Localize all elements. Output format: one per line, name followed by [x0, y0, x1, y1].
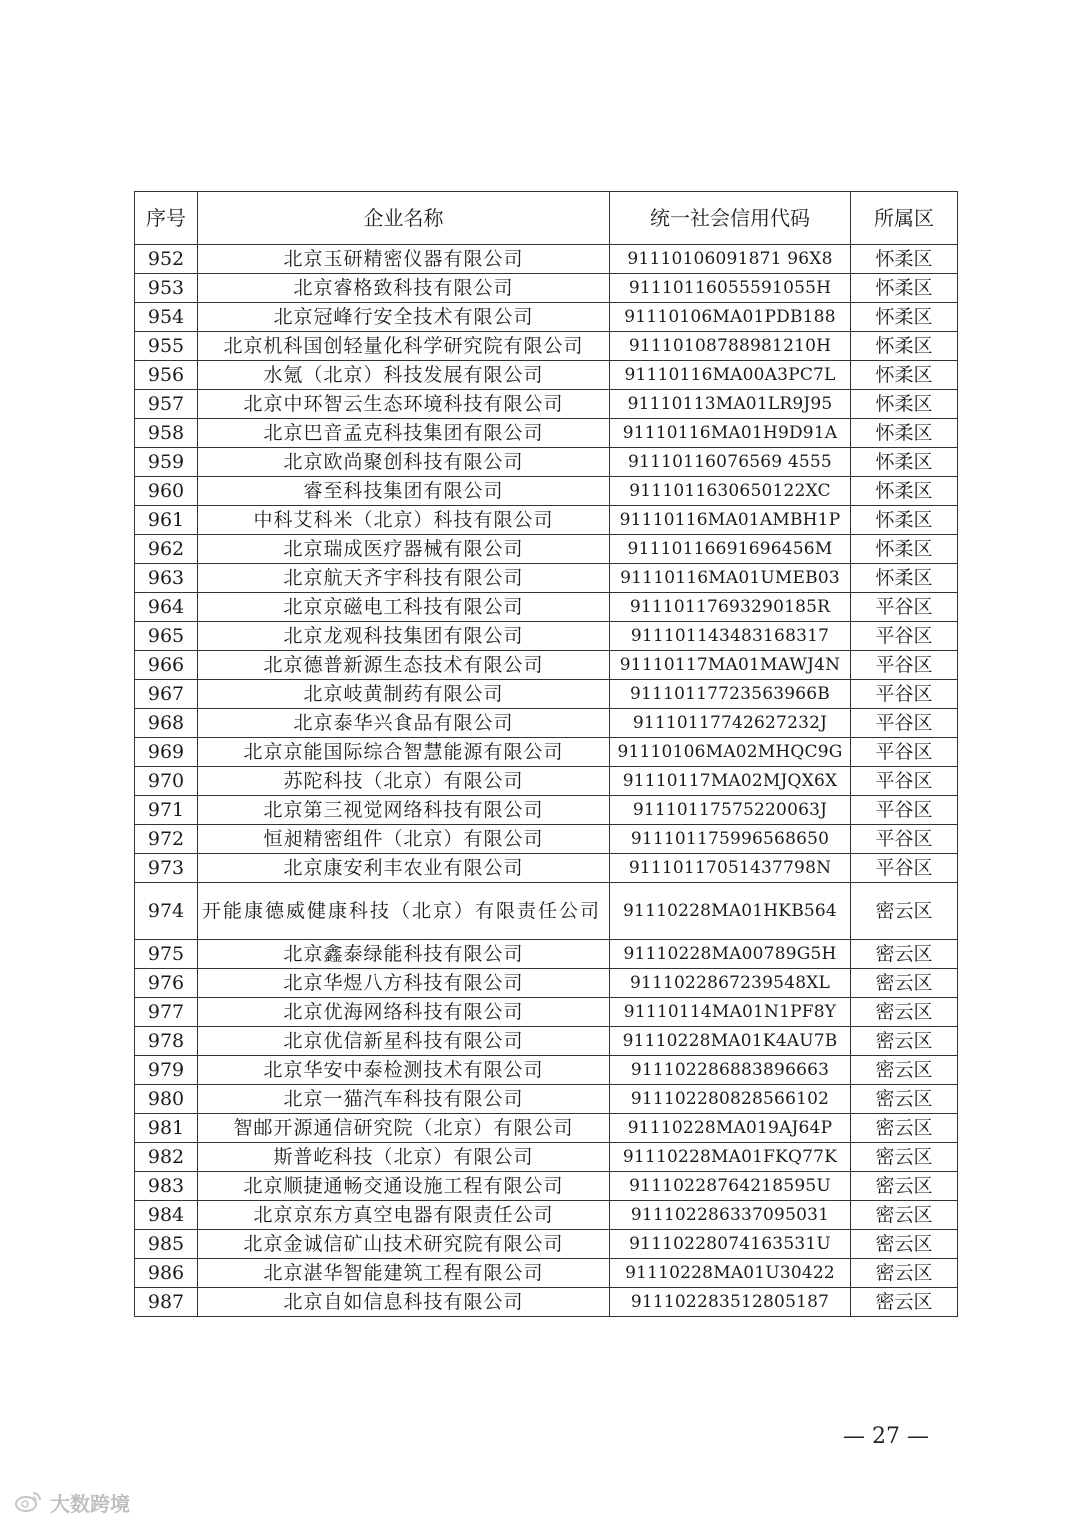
cell-district: 平谷区 [851, 709, 958, 738]
cell-district: 平谷区 [851, 738, 958, 767]
cell-serial-number: 961 [135, 506, 198, 535]
cell-serial-number: 969 [135, 738, 198, 767]
cell-credit-code: 91110117723563966B [610, 680, 851, 709]
table-row [135, 1114, 958, 1143]
cell-credit-code: 91110116691696456M [610, 535, 851, 564]
cell-district: 平谷区 [851, 622, 958, 651]
cell-company-name: 北京一猫汽车科技有限公司 [198, 1085, 610, 1114]
cell-serial-number: 975 [135, 940, 198, 969]
cell-company-name: 智邮开源通信研究院（北京）有限公司 [198, 1114, 610, 1143]
cell-district: 平谷区 [851, 651, 958, 680]
cell-district: 密云区 [851, 1085, 958, 1114]
cell-company-name: 北京优信新星科技有限公司 [198, 1027, 610, 1056]
cell-credit-code: 91110117MA01MAWJ4N [610, 651, 851, 680]
table-row [135, 767, 958, 796]
cell-district: 怀柔区 [851, 245, 958, 274]
watermark [14, 1488, 130, 1517]
table-row [135, 1143, 958, 1172]
cell-district: 怀柔区 [851, 274, 958, 303]
cell-company-name: 北京华安中泰检测技术有限公司 [198, 1056, 610, 1085]
cell-credit-code: 91110228MA01FKQ77K [610, 1143, 851, 1172]
table-row [135, 680, 958, 709]
table-row [135, 535, 958, 564]
cell-credit-code: 9111011630650122XC [610, 477, 851, 506]
cell-company-name: 斯普屹科技（北京）有限公司 [198, 1143, 610, 1172]
header-company-name: 企业名称 [198, 192, 610, 245]
company-table [134, 191, 958, 1317]
table-row [135, 854, 958, 883]
cell-serial-number: 967 [135, 680, 198, 709]
cell-district: 怀柔区 [851, 332, 958, 361]
header-district: 所属区 [851, 192, 958, 245]
table-row [135, 1288, 958, 1317]
cell-company-name: 水氪（北京）科技发展有限公司 [198, 361, 610, 390]
cell-district: 怀柔区 [851, 448, 958, 477]
table-row [135, 477, 958, 506]
cell-district: 怀柔区 [851, 303, 958, 332]
cell-credit-code: 911101143483168317 [610, 622, 851, 651]
cell-company-name: 北京鑫泰绿能科技有限公司 [198, 940, 610, 969]
cell-credit-code: 91110116MA01UMEB03 [610, 564, 851, 593]
cell-credit-code: 911102280828566102 [610, 1085, 851, 1114]
table-header-row [135, 192, 958, 245]
cell-company-name: 北京冠峰行安全技术有限公司 [198, 303, 610, 332]
cell-credit-code: 91110228MA01U30422 [610, 1259, 851, 1288]
cell-company-name: 北京自如信息科技有限公司 [198, 1288, 610, 1317]
cell-serial-number: 974 [135, 883, 198, 940]
cell-serial-number: 981 [135, 1114, 198, 1143]
cell-company-name: 北京岐黄制药有限公司 [198, 680, 610, 709]
cell-district: 怀柔区 [851, 535, 958, 564]
cell-credit-code: 911102283512805187 [610, 1288, 851, 1317]
cell-company-name: 北京德普新源生态技术有限公司 [198, 651, 610, 680]
cell-serial-number: 960 [135, 477, 198, 506]
cell-serial-number: 983 [135, 1172, 198, 1201]
table-row [135, 390, 958, 419]
cell-credit-code: 91110117051437798N [610, 854, 851, 883]
table-row [135, 1201, 958, 1230]
cell-serial-number: 984 [135, 1201, 198, 1230]
cell-credit-code: 91110228MA01K4AU7B [610, 1027, 851, 1056]
table-body [135, 245, 958, 1317]
cell-district: 密云区 [851, 998, 958, 1027]
table-row [135, 245, 958, 274]
cell-serial-number: 982 [135, 1143, 198, 1172]
table-row [135, 506, 958, 535]
cell-district: 怀柔区 [851, 361, 958, 390]
cell-serial-number: 965 [135, 622, 198, 651]
cell-district: 密云区 [851, 1288, 958, 1317]
cell-serial-number: 954 [135, 303, 198, 332]
cell-credit-code: 91110117742627232J [610, 709, 851, 738]
cell-company-name: 北京航天齐宇科技有限公司 [198, 564, 610, 593]
table-row [135, 303, 958, 332]
cell-credit-code: 91110228764218595U [610, 1172, 851, 1201]
table-row [135, 998, 958, 1027]
table-row [135, 622, 958, 651]
cell-serial-number: 985 [135, 1230, 198, 1259]
cell-company-name: 北京瑞成医疗器械有限公司 [198, 535, 610, 564]
cell-serial-number: 976 [135, 969, 198, 998]
cell-credit-code: 91110117575220063J [610, 796, 851, 825]
cell-company-name: 睿至科技集团有限公司 [198, 477, 610, 506]
cell-company-name: 北京湛华智能建筑工程有限公司 [198, 1259, 610, 1288]
table-row [135, 1230, 958, 1259]
cell-credit-code: 91110228074163531U [610, 1230, 851, 1259]
cell-credit-code: 911102286883896663 [610, 1056, 851, 1085]
cell-credit-code: 91110106091871 96X8 [610, 245, 851, 274]
cell-company-name: 北京机科国创轻量化科学研究院有限公司 [198, 332, 610, 361]
cell-district: 怀柔区 [851, 390, 958, 419]
cell-company-name: 北京泰华兴食品有限公司 [198, 709, 610, 738]
cell-serial-number: 986 [135, 1259, 198, 1288]
cell-company-name: 北京睿格致科技有限公司 [198, 274, 610, 303]
cell-credit-code: 911102286337095031 [610, 1201, 851, 1230]
cell-credit-code: 91110117693290185R [610, 593, 851, 622]
cell-serial-number: 955 [135, 332, 198, 361]
cell-serial-number: 978 [135, 1027, 198, 1056]
cell-company-name: 开能康德威健康科技（北京）有限责任公司 [198, 883, 610, 940]
cell-district: 密云区 [851, 1230, 958, 1259]
cell-serial-number: 953 [135, 274, 198, 303]
cell-company-name: 北京第三视觉网络科技有限公司 [198, 796, 610, 825]
cell-credit-code: 91110116MA00A3PC7L [610, 361, 851, 390]
cell-district: 密云区 [851, 1172, 958, 1201]
cell-company-name: 中科艾科米（北京）科技有限公司 [198, 506, 610, 535]
cell-company-name: 恒昶精密组件（北京）有限公司 [198, 825, 610, 854]
cell-district: 密云区 [851, 1259, 958, 1288]
cell-company-name: 北京巴音孟克科技集团有限公司 [198, 419, 610, 448]
table-row [135, 1172, 958, 1201]
cell-credit-code: 91110113MA01LR9J95 [610, 390, 851, 419]
cell-district: 密云区 [851, 1143, 958, 1172]
cell-company-name: 苏陀科技（北京）有限公司 [198, 767, 610, 796]
watermark-text: 大数跨境 [50, 1492, 130, 1516]
table-row [135, 1056, 958, 1085]
cell-credit-code: 91110108788981210H [610, 332, 851, 361]
cell-credit-code: 91110106MA02MHQC9G [610, 738, 851, 767]
table-row [135, 332, 958, 361]
header-credit-code: 统一社会信用代码 [610, 192, 851, 245]
cell-district: 密云区 [851, 1056, 958, 1085]
cell-district: 平谷区 [851, 680, 958, 709]
cell-district: 密云区 [851, 1114, 958, 1143]
table-row [135, 564, 958, 593]
cell-district: 密云区 [851, 969, 958, 998]
table-row [135, 825, 958, 854]
table-row [135, 1259, 958, 1288]
cell-serial-number: 973 [135, 854, 198, 883]
cell-serial-number: 964 [135, 593, 198, 622]
cell-credit-code: 91110106MA01PDB188 [610, 303, 851, 332]
table-row [135, 361, 958, 390]
cell-company-name: 北京玉研精密仪器有限公司 [198, 245, 610, 274]
table-row [135, 796, 958, 825]
header-serial-number: 序号 [135, 192, 198, 245]
cell-district: 怀柔区 [851, 419, 958, 448]
cell-district: 平谷区 [851, 796, 958, 825]
table-row [135, 709, 958, 738]
cell-company-name: 北京优海网络科技有限公司 [198, 998, 610, 1027]
table-row [135, 969, 958, 998]
table-row [135, 651, 958, 680]
table-row [135, 940, 958, 969]
cell-credit-code: 91110116076569 4555 [610, 448, 851, 477]
cell-district: 密云区 [851, 1027, 958, 1056]
cell-credit-code: 911101175996568650 [610, 825, 851, 854]
cell-credit-code: 91110116055591055H [610, 274, 851, 303]
cell-company-name: 北京顺捷通畅交通设施工程有限公司 [198, 1172, 610, 1201]
cell-company-name: 北京华煜八方科技有限公司 [198, 969, 610, 998]
cell-serial-number: 952 [135, 245, 198, 274]
cell-company-name: 北京金诚信矿山技术研究院有限公司 [198, 1230, 610, 1259]
cell-district: 平谷区 [851, 854, 958, 883]
cell-company-name: 北京京能国际综合智慧能源有限公司 [198, 738, 610, 767]
table-row [135, 738, 958, 767]
cell-serial-number: 962 [135, 535, 198, 564]
cell-district: 怀柔区 [851, 477, 958, 506]
cell-credit-code: 91110116MA01H9D91A [610, 419, 851, 448]
cell-credit-code: 91110228MA01HKB564 [610, 883, 851, 940]
cell-credit-code: 91110228MA00789G5H [610, 940, 851, 969]
cell-district: 怀柔区 [851, 506, 958, 535]
cell-district: 平谷区 [851, 767, 958, 796]
cell-serial-number: 987 [135, 1288, 198, 1317]
cell-serial-number: 970 [135, 767, 198, 796]
cell-credit-code: 9111022867239548XL [610, 969, 851, 998]
table-row [135, 448, 958, 477]
table-row [135, 1027, 958, 1056]
table-row [135, 1085, 958, 1114]
cell-district: 密云区 [851, 883, 958, 940]
cell-district: 怀柔区 [851, 564, 958, 593]
cell-credit-code: 91110116MA01AMBH1P [610, 506, 851, 535]
cell-company-name: 北京京东方真空电器有限责任公司 [198, 1201, 610, 1230]
cell-serial-number: 956 [135, 361, 198, 390]
cell-company-name: 北京中环智云生态环境科技有限公司 [198, 390, 610, 419]
cell-district: 密云区 [851, 1201, 958, 1230]
cell-serial-number: 968 [135, 709, 198, 738]
cell-serial-number: 959 [135, 448, 198, 477]
cell-credit-code: 91110117MA02MJQX6X [610, 767, 851, 796]
table-row [135, 419, 958, 448]
cell-company-name: 北京龙观科技集团有限公司 [198, 622, 610, 651]
cell-credit-code: 91110114MA01N1PF8Y [610, 998, 851, 1027]
cell-company-name: 北京欧尚聚创科技有限公司 [198, 448, 610, 477]
cell-serial-number: 963 [135, 564, 198, 593]
weibo-logo-icon [14, 1489, 44, 1517]
cell-serial-number: 979 [135, 1056, 198, 1085]
cell-serial-number: 958 [135, 419, 198, 448]
table-row [135, 883, 958, 940]
cell-serial-number: 972 [135, 825, 198, 854]
cell-serial-number: 957 [135, 390, 198, 419]
table-row [135, 274, 958, 303]
cell-district: 密云区 [851, 940, 958, 969]
cell-credit-code: 91110228MA019AJ64P [610, 1114, 851, 1143]
page-number: — 27 — [843, 1424, 929, 1449]
cell-serial-number: 971 [135, 796, 198, 825]
cell-serial-number: 966 [135, 651, 198, 680]
cell-company-name: 北京康安利丰农业有限公司 [198, 854, 610, 883]
table-row [135, 593, 958, 622]
cell-serial-number: 980 [135, 1085, 198, 1114]
cell-district: 平谷区 [851, 593, 958, 622]
cell-serial-number: 977 [135, 998, 198, 1027]
cell-district: 平谷区 [851, 825, 958, 854]
cell-company-name: 北京京磁电工科技有限公司 [198, 593, 610, 622]
